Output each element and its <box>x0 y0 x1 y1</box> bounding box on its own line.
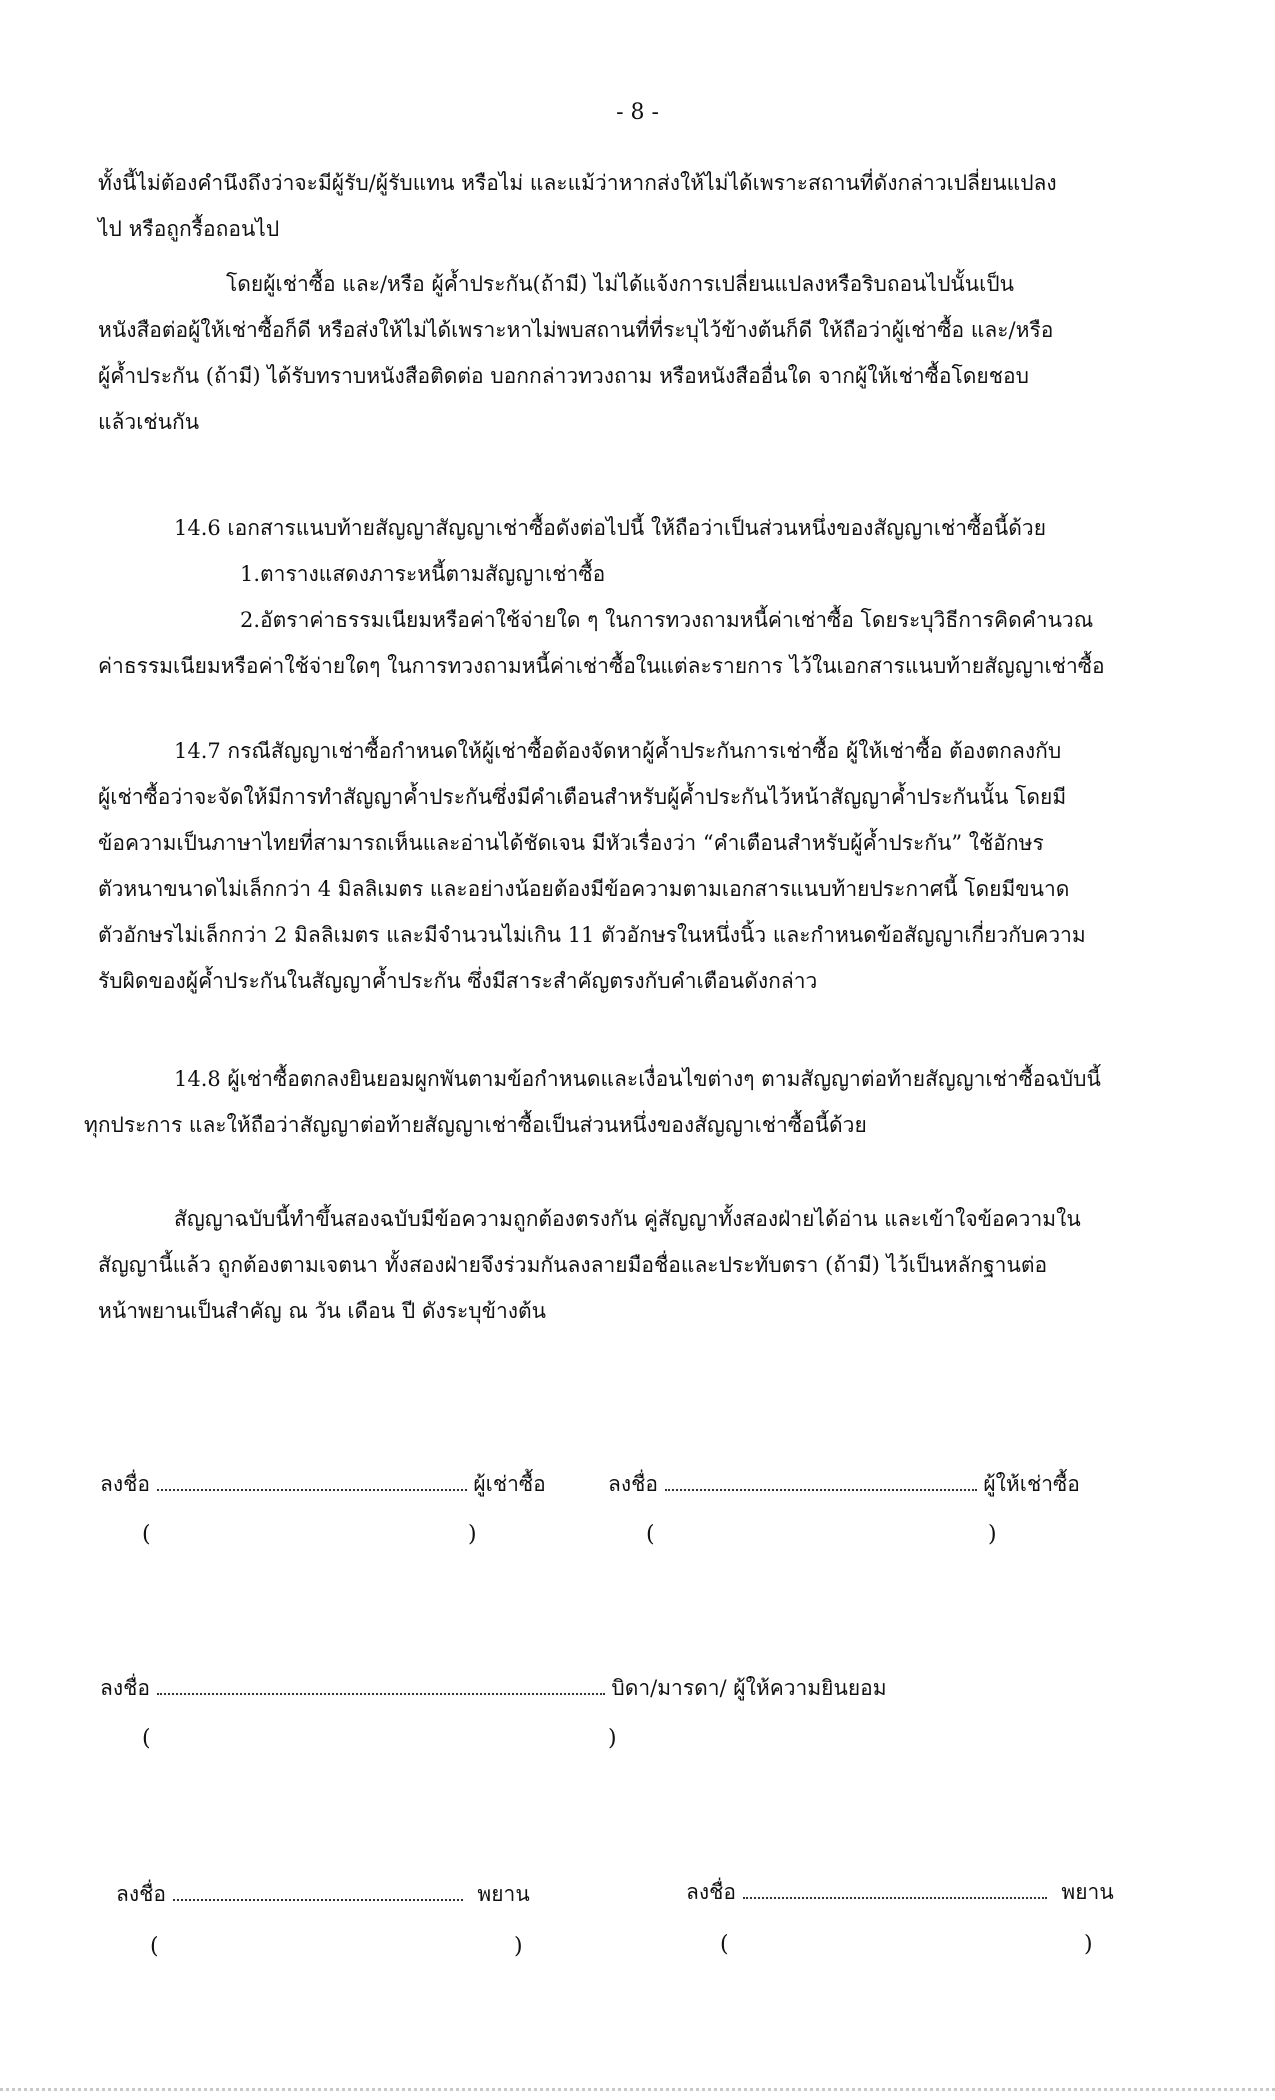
signature-line[interactable] <box>173 1879 463 1901</box>
sign-label: ลงชื่อ <box>686 1880 736 1904</box>
role-label: บิดา/มารดา/ ผู้ให้ความยินยอม <box>611 1676 887 1700</box>
name-close-paren: ) <box>1084 1932 1093 1957</box>
text-line: ผู้เช่าซื้อว่าจะจัดให้มีการทำสัญญาค้ำประกันซึ่งมีคำเตือนสำหรับผู้ค้ำประกันไว้หน้าสัญญาค้ำประกันนั้น โดยมี <box>98 785 1067 809</box>
name-open-paren: ( <box>720 1932 729 1957</box>
text-line: ตัวอักษรไม่เล็กกว่า 2 มิลลิเมตร และมีจำนวนไม่เกิน 11 ตัวอักษรในหนึ่งนิ้ว และกำหนดข้อสัญญาเกี่ยวกับความ <box>98 923 1086 947</box>
signature-line[interactable] <box>157 1469 467 1491</box>
section-heading: 14.7 กรณีสัญญาเช่าซื้อกำหนดให้ผู้เช่าซื้อต้องจัดหาผู้ค้ำประกันการเช่าซื้อ ผู้ให้เช่าซื้อ ต้องตกลงกับ <box>174 739 1062 763</box>
text-line: ข้อความเป็นภาษาไทยที่สามารถเห็นและอ่านได้ชัดเจน มีหัวเรื่องว่า “คำเตือนสำหรับผู้ค้ำประกัน” ใช้อักษร <box>98 831 1044 855</box>
name-close-paren: ) <box>468 1522 477 1547</box>
text-line: ผู้ค้ำประกัน (ถ้ามี) ได้รับทราบหนังสือติดต่อ บอกกล่าวทวงถาม หรือหนังสืออื่นใด จากผู้ให้เช่าซื้อโดยชอบ <box>98 364 1029 388</box>
sign-label: ลงชื่อ <box>608 1472 658 1496</box>
signature-line[interactable] <box>157 1673 605 1695</box>
text-line: โดยผู้เช่าซื้อ และ/หรือ ผู้ค้ำประกัน(ถ้ามี) ไม่ได้แจ้งการเปลี่ยนแปลงหรือริบถอนไปนั้นเป็น <box>226 272 1014 296</box>
sign-label: ลงชื่อ <box>100 1676 150 1700</box>
signature-hire-purchaser <box>100 1468 546 1501</box>
text-line: หนังสือต่อผู้ให้เช่าซื้อก็ดี หรือส่งให้ไม่ได้เพราะหาไม่พบสถานที่ที่ระบุไว้ข้างต้นก็ดี ให้ถือว่าผู้เช่าซื้อ และ/หรือ <box>98 318 1054 342</box>
text-line: สัญญาฉบับนี้ทำขึ้นสองฉบับมีข้อความถูกต้องตรงกัน คู่สัญญาทั้งสองฝ่ายได้อ่าน และเข้าใจข้อความใน <box>174 1207 1081 1231</box>
name-open-paren: ( <box>142 1522 151 1547</box>
signature-line[interactable] <box>743 1877 1047 1899</box>
signature-lessor <box>608 1468 1080 1501</box>
list-item: 2.อัตราค่าธรรมเนียมหรือค่าใช้จ่ายใด ๆ ในการทวงถามหนี้ค่าเช่าซื้อ โดยระบุวิธีการคิดคำนวณ <box>240 608 1094 632</box>
text-line: รับผิดของผู้ค้ำประกันในสัญญาค้ำประกัน ซึ่งมีสาระสำคัญตรงกับคำเตือนดังกล่าว <box>98 969 818 993</box>
role-label: พยาน <box>477 1882 530 1906</box>
text-line: หน้าพยานเป็นสำคัญ ณ วัน เดือน ปี ดังระบุข้างต้น <box>98 1299 546 1323</box>
name-open-paren: ( <box>150 1934 159 1959</box>
text-line: แล้วเช่นกัน <box>98 410 200 434</box>
role-label: พยาน <box>1061 1880 1114 1904</box>
signature-line[interactable] <box>665 1469 977 1491</box>
scan-edge-rule <box>0 2088 1275 2091</box>
name-close-paren: ) <box>608 1726 617 1751</box>
section-heading: 14.8 ผู้เช่าซื้อตกลงยินยอมผูกพันตามข้อกำหนดและเงื่อนไขต่างๆ ตามสัญญาต่อท้ายสัญญาเช่าซื้อฉบับนี้ <box>174 1067 1101 1091</box>
page-number: - 8 - <box>616 100 659 125</box>
role-label: ผู้เช่าซื้อ <box>473 1472 546 1496</box>
text-line: ค่าธรรมเนียมหรือค่าใช้จ่ายใดๆ ในการทวงถามหนี้ค่าเช่าซื้อในแต่ละรายการ ไว้ในเอกสารแนบท้ายสัญญาเช่าซื้อ <box>98 654 1105 678</box>
role-label: ผู้ให้เช่าซื้อ <box>983 1472 1080 1496</box>
signature-guardian <box>100 1672 887 1705</box>
text-line: ทั้งนี้ไม่ต้องคำนึงถึงว่าจะมีผู้รับ/ผู้รับแทน หรือไม่ และแม้ว่าหากส่งให้ไม่ได้เพราะสถานที่ดังกล่าวเปลี่ยนแปลง <box>98 171 1057 195</box>
signature-witness-2 <box>686 1876 1114 1909</box>
name-close-paren: ) <box>988 1522 997 1547</box>
text-line: ไป หรือถูกรื้อถอนไป <box>98 217 280 241</box>
sign-label: ลงชื่อ <box>100 1472 150 1496</box>
name-open-paren: ( <box>646 1522 655 1547</box>
text-line: สัญญานี้แล้ว ถูกต้องตามเจตนา ทั้งสองฝ่ายจึงร่วมกันลงลายมือชื่อและประทับตรา (ถ้ามี) ไว้เป็นหลักฐานต่อ <box>98 1253 1048 1277</box>
name-close-paren: ) <box>514 1934 523 1959</box>
section-heading: 14.6 เอกสารแนบท้ายสัญญาสัญญาเช่าซื้อดังต่อไปนี้ ให้ถือว่าเป็นส่วนหนึ่งของสัญญาเช่าซื้อนี้ด้วย <box>174 516 1047 540</box>
name-open-paren: ( <box>142 1726 151 1751</box>
list-item: 1.ตารางแสดงภาระหนี้ตามสัญญาเช่าซื้อ <box>240 562 606 586</box>
text-line: ทุกประการ และให้ถือว่าสัญญาต่อท้ายสัญญาเช่าซื้อเป็นส่วนหนึ่งของสัญญาเช่าซื้อนี้ด้วย <box>84 1113 867 1137</box>
sign-label: ลงชื่อ <box>116 1882 166 1906</box>
text-line: ตัวหนาขนาดไม่เล็กกว่า 4 มิลลิเมตร และอย่างน้อยต้องมีข้อความตามเอกสารแนบท้ายประกาศนี้ โดยมีขนาด <box>98 877 1070 901</box>
signature-witness-1 <box>116 1878 530 1911</box>
